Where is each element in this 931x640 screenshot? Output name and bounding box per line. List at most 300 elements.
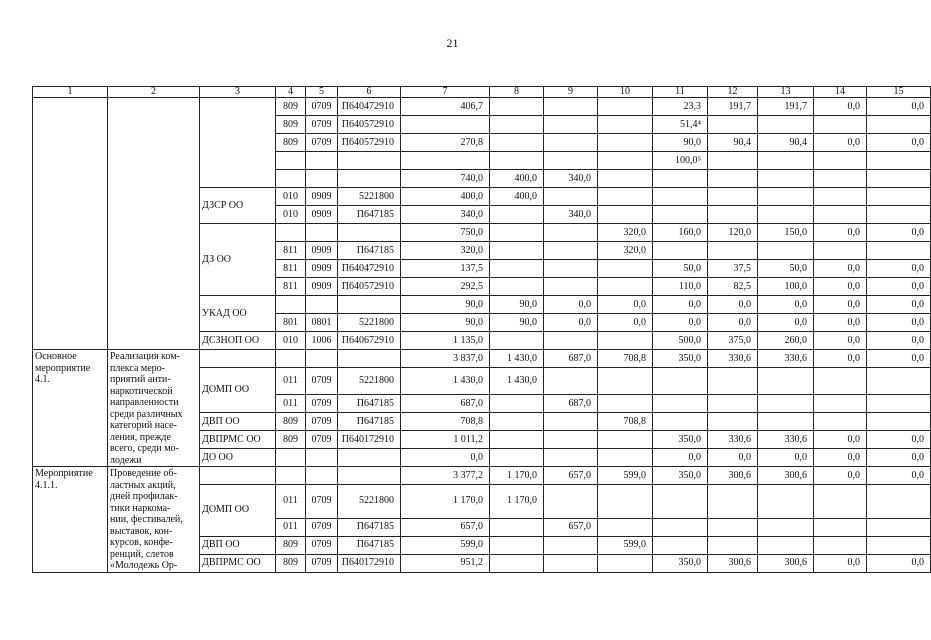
table-cell: 811: [276, 278, 306, 296]
department-cell: ДОМП ОО: [200, 368, 276, 413]
table-cell: 330,6: [758, 431, 814, 449]
table-cell: [490, 536, 544, 554]
table-cell: 0709: [306, 431, 338, 449]
table-cell: 90,0: [401, 314, 490, 332]
header-row: [33, 87, 931, 98]
table-cell: 657,0: [544, 467, 598, 485]
table-cell: [598, 98, 653, 116]
column-header: 6: [338, 87, 401, 98]
table-cell: 0909: [306, 206, 338, 224]
table-cell: [814, 413, 867, 431]
table-cell: 0709: [306, 116, 338, 134]
table-cell: [598, 332, 653, 350]
column-header: 13: [758, 87, 814, 98]
table-cell: 500,0: [653, 332, 708, 350]
table-cell: [708, 395, 758, 413]
measure-description-line: категорий насе-: [110, 420, 177, 431]
table-cell: [867, 188, 931, 206]
table-cell: 010: [276, 332, 306, 350]
table-cell: 809: [276, 98, 306, 116]
table-cell: [653, 518, 708, 536]
department-cell: ДСЗНОП ОО: [200, 332, 276, 350]
table-cell: [108, 98, 200, 350]
table-cell: [544, 98, 598, 116]
table-cell: 150,0: [758, 224, 814, 242]
measure-name-line: 4.1.: [35, 374, 50, 385]
table-cell: 0,0: [653, 449, 708, 467]
table-cell: 0709: [306, 395, 338, 413]
table-cell: [276, 350, 306, 368]
table-cell: 0,0: [758, 296, 814, 314]
table-cell: 809: [276, 134, 306, 152]
table-cell: 1 170,0: [490, 467, 544, 485]
table-cell: 010: [276, 206, 306, 224]
table-cell: 809: [276, 554, 306, 572]
table-cell: 300,6: [758, 554, 814, 572]
measure-description-line: Проведение об-: [110, 468, 177, 479]
table-cell: 801: [276, 314, 306, 332]
table-cell: [758, 413, 814, 431]
table-cell: [758, 170, 814, 188]
table-cell: [867, 413, 931, 431]
table-cell: [544, 134, 598, 152]
department-cell: УКАД ОО: [200, 296, 276, 332]
department-cell: ДВП ОО: [200, 536, 276, 554]
table-cell: 0,0: [598, 296, 653, 314]
table-cell: 0,0: [867, 98, 931, 116]
department-cell: ДВПРМС ОО: [200, 431, 276, 449]
table-cell: 0,0: [814, 449, 867, 467]
table-cell: 708,8: [598, 350, 653, 368]
table-cell: 0,0: [867, 260, 931, 278]
table-cell: 330,6: [758, 350, 814, 368]
table-cell: [33, 98, 108, 350]
table-cell: П647185: [338, 536, 401, 554]
table-cell: 0,0: [814, 296, 867, 314]
table-cell: 5221800: [338, 314, 401, 332]
table-cell: 0,0: [814, 314, 867, 332]
measure-name-line: Основное: [35, 351, 77, 362]
table-cell: [490, 449, 544, 467]
table-cell: [758, 206, 814, 224]
table-cell: [276, 152, 306, 170]
table-cell: 90,0: [490, 296, 544, 314]
column-header: 8: [490, 87, 544, 98]
budget-table: [32, 86, 931, 573]
table-cell: [653, 395, 708, 413]
table-cell: [758, 518, 814, 536]
table-cell: 0801: [306, 314, 338, 332]
measure-description-line: направленности: [110, 397, 179, 408]
table-cell: [490, 116, 544, 134]
table-cell: 320,0: [401, 242, 490, 260]
table-cell: [598, 554, 653, 572]
column-header: 5: [306, 87, 338, 98]
table-cell: [653, 368, 708, 395]
table-cell: 300,6: [708, 467, 758, 485]
table-cell: [306, 296, 338, 314]
table-cell: [708, 536, 758, 554]
table-cell: [867, 518, 931, 536]
table-cell: П647185: [338, 395, 401, 413]
column-header: 9: [544, 87, 598, 98]
table-cell: [598, 170, 653, 188]
table-cell: 0,0: [814, 332, 867, 350]
table-row: [33, 467, 931, 485]
table-cell: 010: [276, 188, 306, 206]
table-cell: 0,0: [867, 224, 931, 242]
table-cell: 400,0: [490, 170, 544, 188]
table-cell: [338, 152, 401, 170]
table-cell: 191,7: [708, 98, 758, 116]
table-cell: 0,0: [544, 314, 598, 332]
measure-description-line: нии, фестивалей,: [110, 514, 183, 525]
table-cell: [490, 413, 544, 431]
table-cell: 90,0: [401, 296, 490, 314]
table-cell: [598, 431, 653, 449]
table-cell: 599,0: [598, 536, 653, 554]
table-cell: [544, 116, 598, 134]
table-cell: 300,6: [758, 467, 814, 485]
table-cell: П640572910: [338, 134, 401, 152]
department-cell: [200, 350, 276, 368]
table-cell: 50,0: [653, 260, 708, 278]
table-row: [33, 98, 931, 116]
table-cell: 0,0: [814, 260, 867, 278]
table-cell: 011: [276, 485, 306, 519]
department-cell: ДЗСР ОО: [200, 188, 276, 224]
table-cell: 5221800: [338, 485, 401, 519]
table-cell: [338, 170, 401, 188]
table-cell: [867, 170, 931, 188]
table-cell: 270,8: [401, 134, 490, 152]
table-cell: [653, 188, 708, 206]
table-cell: 0,0: [867, 296, 931, 314]
column-header: 7: [401, 87, 490, 98]
table-cell: [598, 188, 653, 206]
table-cell: 0,0: [708, 314, 758, 332]
table-cell: 400,0: [490, 188, 544, 206]
table-cell: [306, 224, 338, 242]
table-cell: [814, 152, 867, 170]
measure-description-line: плекса меро-: [110, 362, 165, 374]
table-cell: [867, 368, 931, 395]
table-cell: П647185: [338, 518, 401, 536]
table-cell: [814, 242, 867, 260]
table-cell: [544, 152, 598, 170]
table-cell: 292,5: [401, 278, 490, 296]
table-cell: 687,0: [544, 395, 598, 413]
table-cell: 37,5: [708, 260, 758, 278]
table-cell: [306, 350, 338, 368]
table-cell: [490, 134, 544, 152]
table-cell: [306, 170, 338, 188]
table-cell: 0909: [306, 242, 338, 260]
measure-description-line: ластных акций,: [110, 479, 176, 491]
table-cell: 740,0: [401, 170, 490, 188]
table-cell: [544, 188, 598, 206]
table-cell: [401, 152, 490, 170]
measure-description-line: Реализация ком-: [110, 351, 180, 362]
table-cell: 1006: [306, 332, 338, 350]
table-cell: [758, 485, 814, 519]
table-cell: [708, 413, 758, 431]
table-cell: 809: [276, 413, 306, 431]
table-cell: 599,0: [401, 536, 490, 554]
table-cell: 0,0: [867, 332, 931, 350]
table-cell: [490, 206, 544, 224]
table-cell: 599,0: [598, 467, 653, 485]
table-cell: [338, 467, 401, 485]
table-cell: [653, 242, 708, 260]
measure-description-line: среди различных: [110, 408, 183, 420]
table-cell: [867, 242, 931, 260]
measure-name-line: Мероприятие: [35, 468, 93, 479]
table-cell: [867, 152, 931, 170]
table-cell: 0,0: [758, 449, 814, 467]
table-cell: 0709: [306, 134, 338, 152]
table-cell: 0,0: [867, 431, 931, 449]
table-cell: [276, 224, 306, 242]
measure-name-line: 4.1.1.: [35, 479, 58, 491]
table-cell: П640472910: [338, 260, 401, 278]
table-cell: [544, 449, 598, 467]
table-cell: П640572910: [338, 116, 401, 134]
table-cell: [544, 413, 598, 431]
table-cell: [544, 260, 598, 278]
measure-description-line: тики наркома-: [110, 502, 171, 514]
table-cell: [490, 242, 544, 260]
column-header: 10: [598, 87, 653, 98]
table-cell: 350,0: [653, 350, 708, 368]
department-cell: ДЗ ОО: [200, 224, 276, 296]
table-cell: 350,0: [653, 554, 708, 572]
table-cell: 90,0: [653, 134, 708, 152]
table-cell: [306, 449, 338, 467]
table-cell: 0,0: [653, 314, 708, 332]
table-cell: 0,0: [867, 554, 931, 572]
table-cell: [867, 206, 931, 224]
table-cell: 708,8: [598, 413, 653, 431]
measure-description-line: ления, прежде: [110, 431, 171, 443]
measure-name-cell: [33, 467, 108, 573]
table-cell: П647185: [338, 206, 401, 224]
table-cell: 811: [276, 242, 306, 260]
table-cell: 0,0: [867, 134, 931, 152]
table-cell: [544, 536, 598, 554]
table-cell: [200, 98, 276, 188]
table-cell: П640172910: [338, 431, 401, 449]
column-header: 3: [200, 87, 276, 98]
table-cell: [598, 368, 653, 395]
table-cell: 137,5: [401, 260, 490, 278]
table-cell: [708, 485, 758, 519]
table-cell: 5221800: [338, 368, 401, 395]
table-cell: [490, 152, 544, 170]
table-cell: [490, 98, 544, 116]
table-cell: [814, 188, 867, 206]
table-cell: 300,6: [708, 554, 758, 572]
table-cell: 1 430,0: [490, 350, 544, 368]
measure-description-cell: [108, 350, 200, 467]
table-cell: [598, 206, 653, 224]
table-cell: П647185: [338, 242, 401, 260]
table-cell: [490, 395, 544, 413]
table-cell: [653, 485, 708, 519]
column-header: 14: [814, 87, 867, 98]
table-cell: 0,0: [708, 296, 758, 314]
table-cell: [653, 413, 708, 431]
table-cell: 1 170,0: [490, 485, 544, 519]
table-cell: 1 170,0: [401, 485, 490, 519]
table-cell: 011: [276, 368, 306, 395]
table-cell: [544, 332, 598, 350]
table-cell: [338, 350, 401, 368]
table-cell: [708, 116, 758, 134]
table-cell: [598, 134, 653, 152]
table-cell: 0709: [306, 413, 338, 431]
table-cell: [867, 485, 931, 519]
table-cell: 750,0: [401, 224, 490, 242]
table-cell: [708, 170, 758, 188]
table-cell: 0909: [306, 188, 338, 206]
column-header: 12: [708, 87, 758, 98]
table-cell: 120,0: [708, 224, 758, 242]
table-cell: П640672910: [338, 332, 401, 350]
measure-description-line: ренций, слетов: [110, 548, 174, 560]
measure-description-line: выставок, кон-: [110, 525, 173, 537]
department-cell: ДВП ОО: [200, 413, 276, 431]
table-cell: 1 011,2: [401, 431, 490, 449]
table-cell: [598, 260, 653, 278]
table-cell: [708, 152, 758, 170]
table-cell: [306, 467, 338, 485]
table-cell: [544, 278, 598, 296]
table-cell: [544, 224, 598, 242]
table-cell: [758, 152, 814, 170]
table-cell: 340,0: [544, 170, 598, 188]
table-cell: 5221800: [338, 188, 401, 206]
table-cell: 011: [276, 518, 306, 536]
table-cell: 110,0: [653, 278, 708, 296]
table-cell: 0,0: [814, 554, 867, 572]
table-cell: П640572910: [338, 278, 401, 296]
table-cell: 0,0: [867, 449, 931, 467]
table-cell: 809: [276, 536, 306, 554]
measure-description-cell: [108, 467, 200, 573]
table-cell: [490, 431, 544, 449]
table-cell: 0,0: [814, 134, 867, 152]
table-cell: 51,4⁴: [653, 116, 708, 134]
department-cell: ДОМП ОО: [200, 485, 276, 537]
table-cell: [276, 449, 306, 467]
table-cell: 0,0: [758, 314, 814, 332]
table-cell: [276, 296, 306, 314]
table-cell: 0,0: [814, 98, 867, 116]
table-cell: [276, 170, 306, 188]
table-cell: 0,0: [401, 449, 490, 467]
measure-description-line: наркотической: [110, 385, 173, 397]
measure-description-line: дней профилак-: [110, 491, 178, 502]
table-cell: 0,0: [708, 449, 758, 467]
table-cell: [814, 206, 867, 224]
table-cell: 657,0: [401, 518, 490, 536]
table-cell: [653, 536, 708, 554]
table-cell: 011: [276, 395, 306, 413]
table-cell: 0,0: [814, 278, 867, 296]
table-cell: [490, 518, 544, 536]
table-cell: 1 135,0: [401, 332, 490, 350]
table-cell: [814, 485, 867, 519]
table-cell: 0709: [306, 554, 338, 572]
table-cell: [708, 242, 758, 260]
table-cell: [708, 206, 758, 224]
table-cell: 809: [276, 116, 306, 134]
table-cell: [758, 188, 814, 206]
table-cell: [814, 368, 867, 395]
table-cell: [490, 260, 544, 278]
column-header: 2: [108, 87, 200, 98]
table-cell: 657,0: [544, 518, 598, 536]
measure-description-line: всего, среди мо-: [110, 443, 179, 454]
table-cell: 0,0: [598, 314, 653, 332]
table-cell: [544, 242, 598, 260]
table-cell: [814, 536, 867, 554]
table-cell: [338, 449, 401, 467]
measure-description-line: «Молодежь Ор-: [110, 560, 178, 571]
table-cell: 0709: [306, 536, 338, 554]
table-cell: [401, 116, 490, 134]
department-cell: [200, 467, 276, 485]
table-cell: 90,4: [708, 134, 758, 152]
table-cell: [490, 332, 544, 350]
table-cell: [598, 116, 653, 134]
table-cell: [544, 368, 598, 395]
table-cell: 330,6: [708, 431, 758, 449]
table-cell: 0,0: [814, 350, 867, 368]
table-cell: 260,0: [758, 332, 814, 350]
table-cell: [653, 170, 708, 188]
table-cell: [490, 224, 544, 242]
column-header: 15: [867, 87, 931, 98]
table-cell: [814, 518, 867, 536]
table-cell: 951,2: [401, 554, 490, 572]
table-cell: 0,0: [544, 296, 598, 314]
table-cell: 350,0: [653, 467, 708, 485]
table-cell: [490, 554, 544, 572]
column-header: 4: [276, 87, 306, 98]
table-cell: П640472910: [338, 98, 401, 116]
table-cell: 3 837,0: [401, 350, 490, 368]
table-cell: 0709: [306, 485, 338, 519]
table-cell: 0,0: [867, 350, 931, 368]
measure-name-line: мероприятие: [35, 362, 91, 374]
table-cell: [708, 188, 758, 206]
measure-name-cell: [33, 350, 108, 467]
table-cell: 708,8: [401, 413, 490, 431]
table-cell: [758, 116, 814, 134]
table-cell: 320,0: [598, 242, 653, 260]
table-cell: [867, 395, 931, 413]
table-cell: [338, 224, 401, 242]
table-cell: [598, 485, 653, 519]
table-cell: [544, 554, 598, 572]
column-header: 11: [653, 87, 708, 98]
table-cell: 0909: [306, 260, 338, 278]
table-cell: [598, 395, 653, 413]
table-cell: [758, 368, 814, 395]
table-cell: 0,0: [867, 278, 931, 296]
